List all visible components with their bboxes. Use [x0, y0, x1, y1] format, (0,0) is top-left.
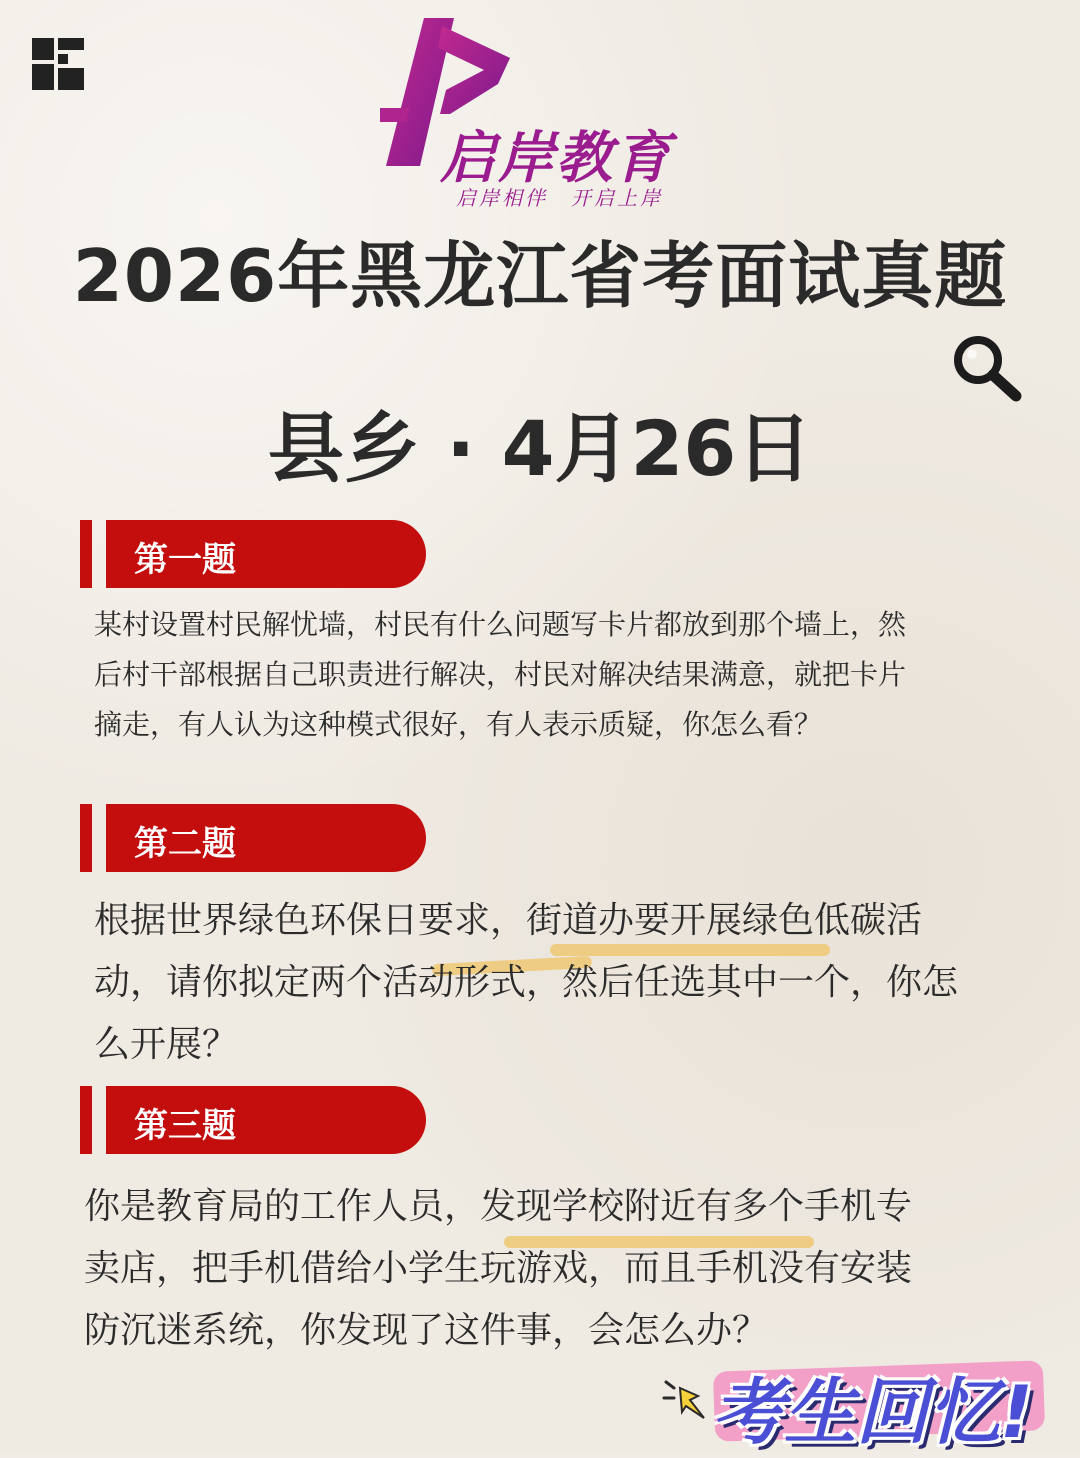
question-text-3 — [84, 1176, 912, 1362]
page-subtitle: 县乡 · 4月26日 — [267, 404, 813, 493]
badge-text: 考生回忆! — [712, 1370, 1033, 1454]
section-bar — [80, 804, 92, 872]
question-text-2 — [94, 890, 958, 1076]
question-line: 摘走，有人认为这种模式很好，有人表示质疑，你怎么看？ — [94, 708, 823, 741]
question-line: 么开展？ — [94, 1024, 239, 1065]
logo-name: 启岸教育 — [440, 126, 672, 191]
section-label: 第三题 — [134, 1106, 236, 1146]
question-line: 动，请你拟定两个活动形式，然后任选其中一个，你怎 — [94, 962, 959, 1003]
question-line: 某村设置村民解忧墙，村民有什么问题写卡片都放到那个墙上，然 — [94, 608, 907, 641]
section-bar — [80, 520, 92, 588]
logo-slogan: 启岸相伴 开启上岸 — [456, 186, 663, 210]
page-title: 2026年黑龙江省考面试真题 — [72, 234, 1008, 318]
question-line: 你是教育局的工作人员，发现学校附近有多个手机专 — [84, 1186, 913, 1227]
sparkle-icon — [660, 1368, 720, 1438]
question-line: 后村干部根据自己职责进行解决，村民对解决结果满意，就把卡片 — [94, 658, 907, 691]
section-label: 第一题 — [134, 540, 236, 580]
question-line: 卖店，把手机借给小学生玩游戏，而且手机没有安装 — [84, 1248, 913, 1289]
section-bar — [80, 1086, 92, 1154]
corner-logo-icon — [32, 38, 84, 90]
section-label: 第二题 — [134, 824, 236, 864]
question-line: 防沉迷系统，你发现了这件事，会怎么办？ — [84, 1310, 769, 1351]
question-line: 根据世界绿色环保日要求，街道办要开展绿色低碳活 — [94, 900, 923, 941]
question-text-1 — [94, 600, 906, 750]
recall-badge — [660, 1352, 1060, 1454]
brand-logo — [380, 18, 710, 210]
